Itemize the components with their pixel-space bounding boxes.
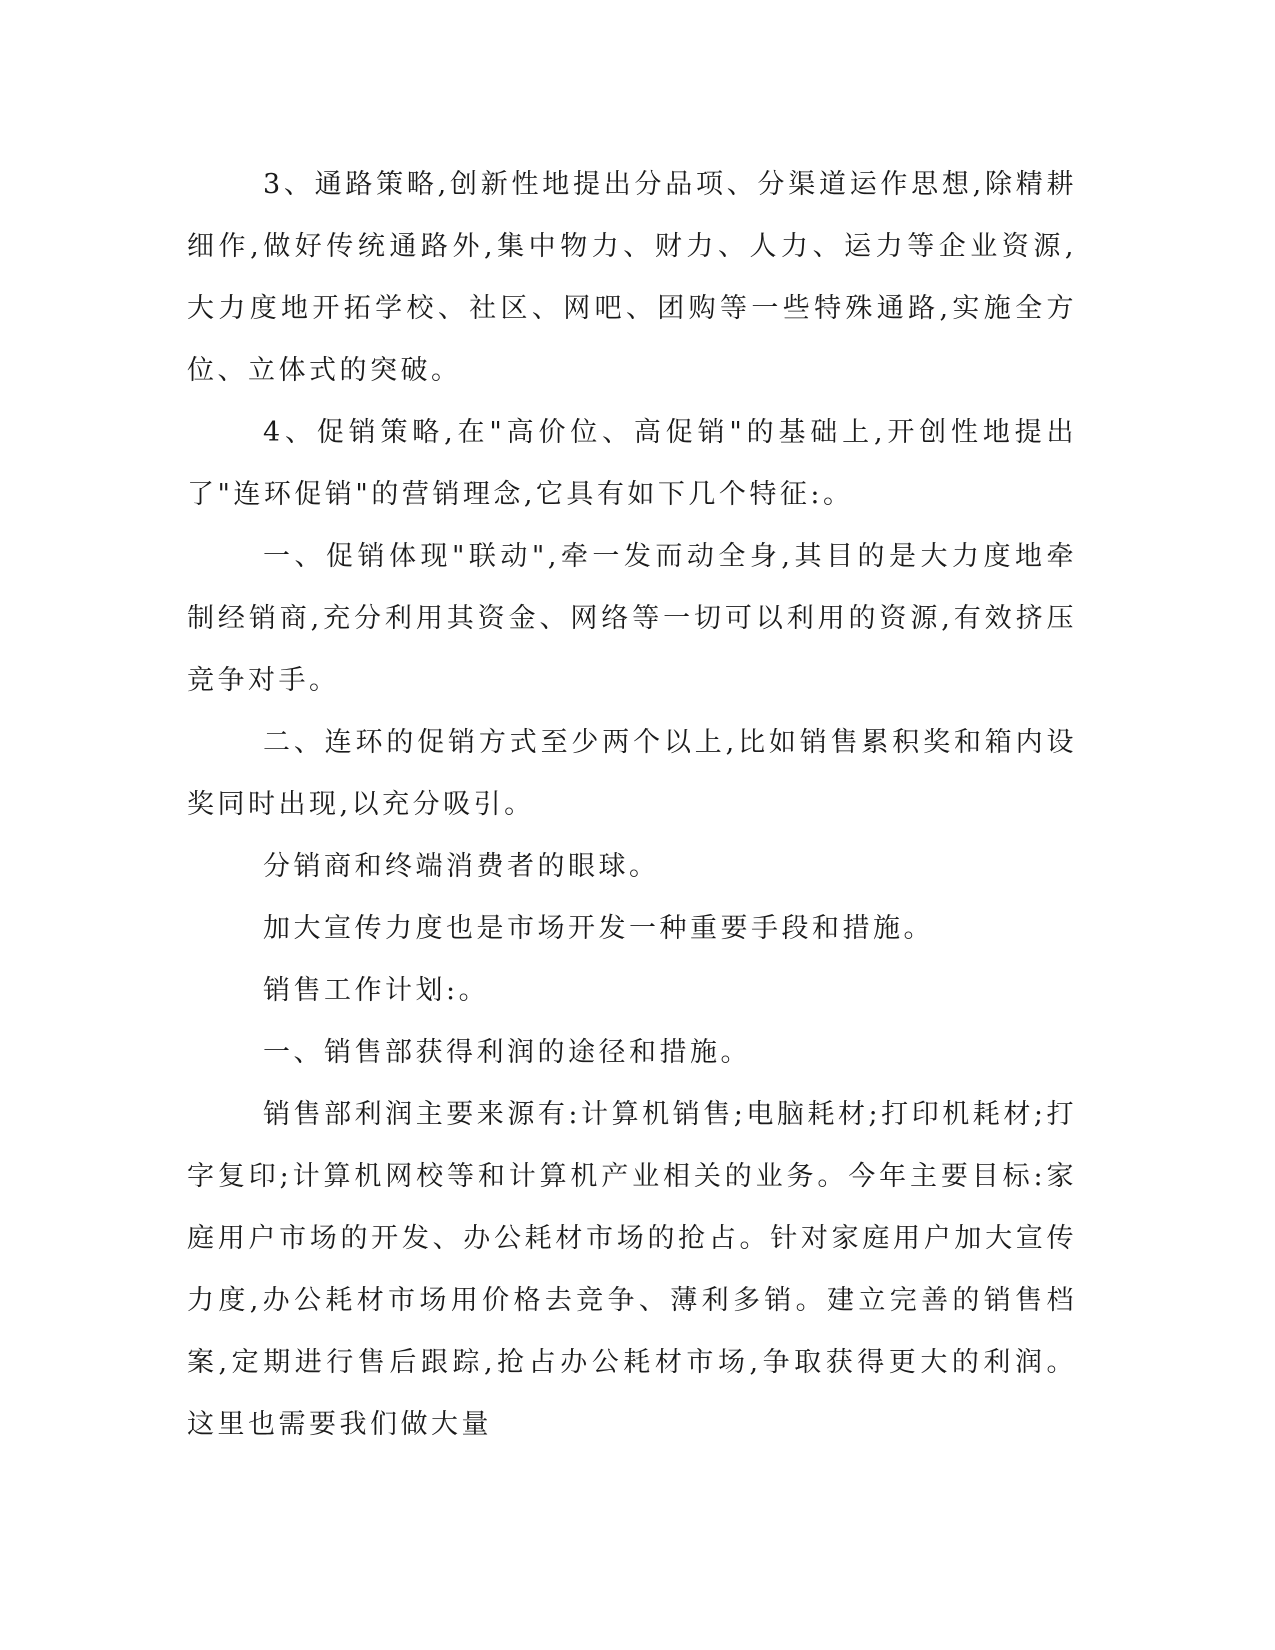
paragraph-eyeball: 分销商和终端消费者的眼球。	[263, 851, 660, 882]
paragraph-channel-strategy: 3、通路策略,创新性地提出分品项、分渠道运作思想,除精耕细作,做好传统通路外,集中物力、财力、人力、运力等企业资源,大力度地开拓学校、社区、网吧、团购等一些特殊通路,实施全方位、立体式的突破。	[187, 169, 1077, 386]
paragraph-sales-plan-heading: 销售工作计划:。	[263, 975, 490, 1006]
paragraph-feature-one: 一、促销体现"联动",牵一发而动全身,其目的是大力度地牵制经销商,充分利用其资金、网络等一切可以利用的资源,有效挤压竞争对手。	[187, 541, 1077, 696]
paragraph-profit-sources: 销售部利润主要来源有:计算机销售;电脑耗材;打印机耗材;打字复印;计算机网校等和计算机产业相关的业务。今年主要目标:家庭用户市场的开发、办公耗材市场的抢占。针对家庭用户加大宣传力度,办公耗材市场用价格去竞争、薄利多销。建立完善的销售档案,定期进行售后跟踪,抢占办公耗材市场,争取获得更大的利润。这里也需要我们做大量	[187, 1099, 1077, 1440]
paragraph-publicity: 加大宣传力度也是市场开发一种重要手段和措施。	[263, 913, 934, 944]
paragraph-feature-two: 二、连环的促销方式至少两个以上,比如销售累积奖和箱内设奖同时出现,以充分吸引。	[187, 727, 1077, 820]
document-body	[187, 154, 1077, 1456]
paragraph-promotion-strategy: 4、促销策略,在"高价位、高促销"的基础上,开创性地提出了"连环促销"的营销理念,它具有如下几个特征:。	[187, 417, 1077, 510]
paragraph-profit-heading: 一、销售部获得利润的途径和措施。	[263, 1037, 751, 1068]
